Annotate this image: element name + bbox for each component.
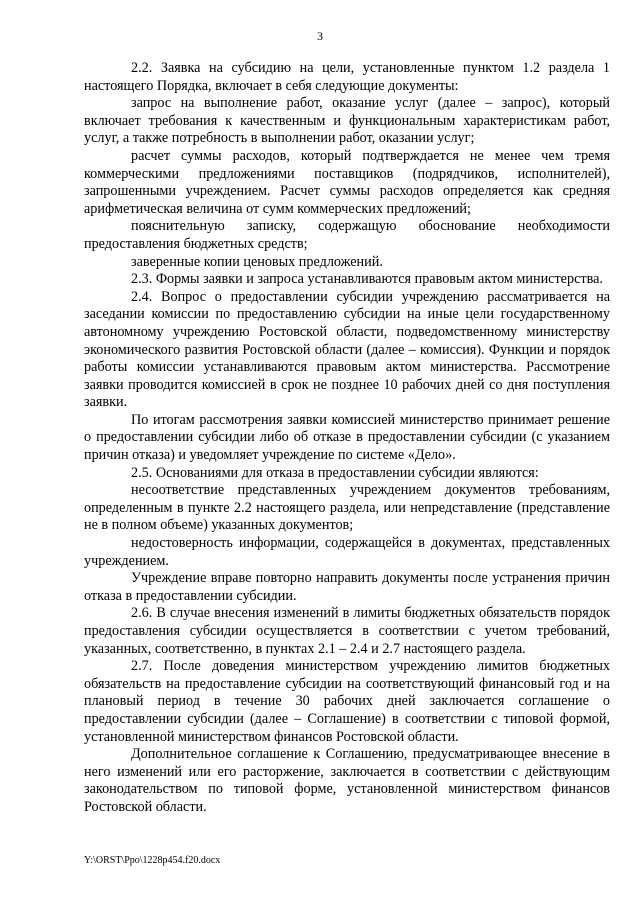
paragraph-resubmission: Учреждение вправе повторно направить документы после устранения причин отказа в предоставлении субсидии. [84,570,610,604]
paragraph-decision: По итогам рассмотрения заявки комиссией министерство принимает решение о предоставлении субсидии либо об отказе в предоставлении субсидии (с указанием причин отказа) и уведомляет учреждение по системе «Дело». [84,411,610,464]
paragraph-2-7: 2.7. После доведения министерством учреждению лимитов бюджетных обязательств на предоставление субсидии на соответствующий финансовый год и на плановый период в течение 30 рабочих дней заключается соглашение о предоставлении субсидии (далее – Соглашение) в соответствии с типовой формой, установленной министерством финансов Ростовской области. [84,658,610,745]
footer-file-path: Y:\ORST\Ppo\1228p454.f20.docx [84,855,221,866]
paragraph-2-4: 2.4. Вопрос о предоставлении субсидии учреждению рассматривается на заседании комиссии по предоставлению субсидии на иные цели государственному автономному учреждению Ростовской области, подведомственному министерству экономического развития Ростовской области (далее – комиссия). Функции и порядок работы комиссии устанавливаются правовым актом министерства. Рассмотрение заявки проводится комиссией в срок не позднее 10 рабочих дней со дня поступления заявки. [84,288,610,411]
document-body [84,60,610,817]
paragraph-2-5: 2.5. Основаниями для отказа в предоставлении субсидии являются: [131,464,539,481]
paragraph-2-2: 2.2. Заявка на субсидию на цели, установленные пунктом 1.2 раздела 1 настоящего Порядка, включает в себя следующие документы: [84,60,610,94]
paragraph-2-6: 2.6. В случае внесения изменений в лимиты бюджетных обязательств порядок предоставления субсидии осуществляется в соответствии с учетом требований, указанных, соответственно, в пунктах 2.1 – 2.4 и 2.7 настоящего раздела. [84,605,610,657]
paragraph-price-offers: заверенные копии ценовых предложений. [131,253,383,270]
paragraph-nonconformity: несоответствие представленных учреждением документов требованиям, определенным в пункте 2.2 настоящего раздела, или непредставление (представление не в полном объеме) указанных документов; [84,482,610,534]
paragraph-request: запрос на выполнение работ, оказание услуг (далее – запрос), который включает требования к качественным и функциональным характеристикам работ, услуг, а также потребность в выполнении работ, оказании услуг; [84,95,610,147]
paragraph-unreliability: недостоверность информации, содержащейся в документах, представленных учреждением. [84,535,610,569]
page-number: 3 [317,29,323,43]
paragraph-supplementary-agreement: Дополнительное соглашение к Соглашению, предусматривающее внесение в него изменений или его расторжение, заключается в соответствии с действующим законодательством по типовой форме, установленной министерством финансов Ростовской области. [84,746,610,815]
paragraph-cost-calculation: расчет суммы расходов, который подтверждается не менее чем тремя коммерческими предложениями поставщиков (подрядчиков, исполнителей), запрошенными учреждением. Расчет суммы расходов определяется как средняя арифметическая величина от сумм коммерческих предложений; [84,147,610,217]
paragraph-explanatory-note: пояснительную записку, содержащую обоснование необходимости предоставления бюджетных средств; [84,218,610,252]
paragraph-2-3: 2.3. Формы заявки и запроса устанавливаются правовым актом министерства. [131,271,603,288]
